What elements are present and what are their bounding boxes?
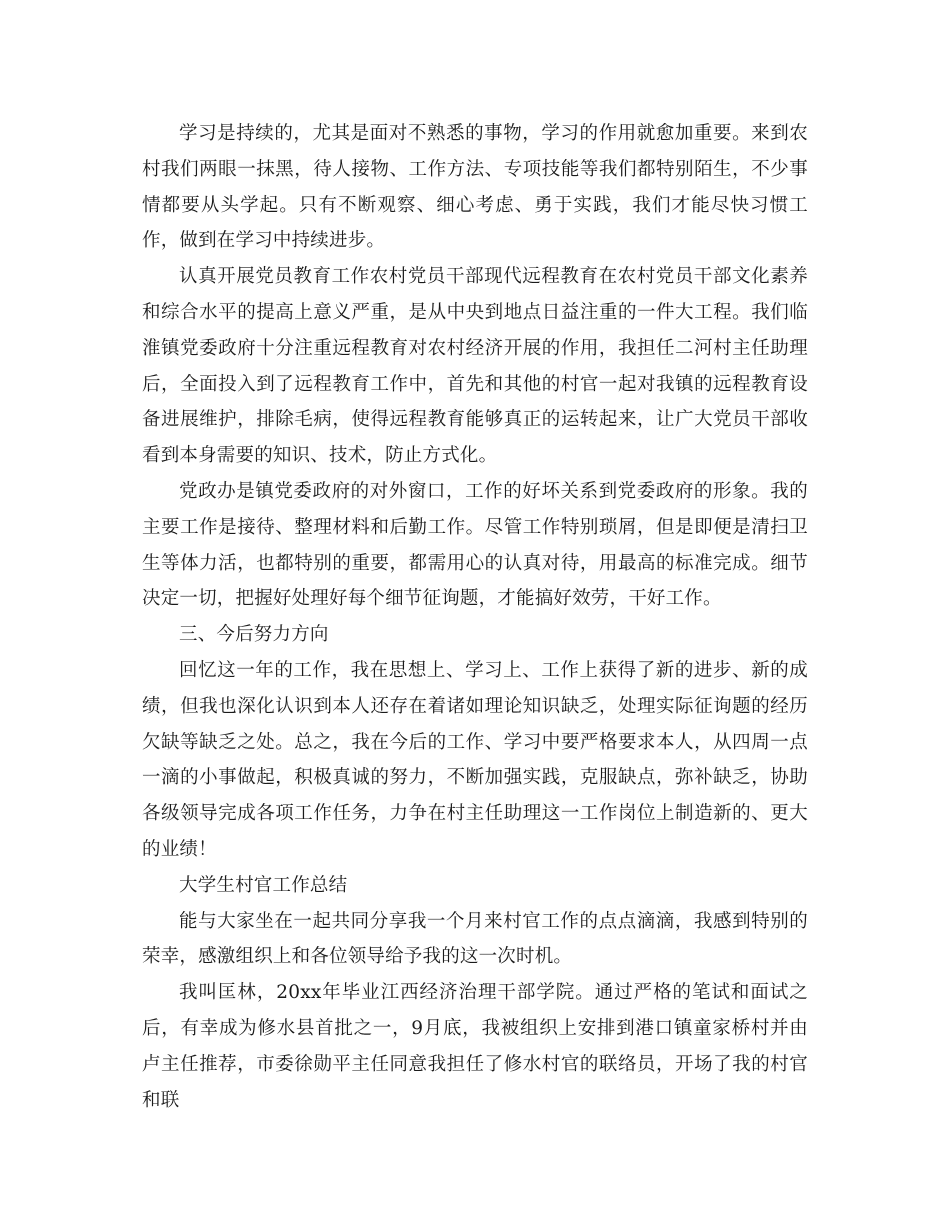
section-heading-future-direction: 三、今后努力方向	[179, 624, 329, 646]
paragraph-remote-education: 认真开展党员教育工作农村党员干部现代远程教育在农村党员干部文化素养和综合水平的提高上意义严重，是从中央到地点日益注重的一件大工程。我们临淮镇党委政府十分注重远程教育对农村经济开展的作用，我担任二河村主任助理后，全面投入到了远程教育工作中，首先和其他的村官一起对我镇的远程教育设备进展维护，排除毛病，使得远程教育能够真正的运转起来，让广大党员干部收看到本身需要的知识、技术，防止方式化。	[142, 266, 808, 467]
paragraph-introduction: 我叫匡林，20xx年毕业江西经济治理干部学院。通过严格的笔试和面试之后，有幸成为修水县首批之一，9月底，我被组织上安排到港口镇童家桥村并由卢主任推荐，市委徐勋平主任同意我担任了修水村官的联络员，开场了我的村官和联	[142, 982, 808, 1111]
paragraph-review: 回忆这一年的工作，我在思想上、学习上、工作上获得了新的进步、新的成绩，但我也深化认识到本人还存在着诸如理论知识缺乏，处理实际征询题的经历欠缺等缺乏之处。总之，我在今后的工作、学习中要严格要求本人，从四周一点一滴的小事做起，积极真诚的努力，不断加强实践，克服缺点，弥补缺乏，协助各级领导完成各项工作任务，力争在村主任助理这一工作岗位上制造新的、更大的业绩！	[142, 659, 808, 860]
section-heading-village-official-summary: 大学生村官工作总结	[179, 874, 348, 896]
paragraph-sharing: 能与大家坐在一起共同分享我一个月来村官工作的点点滴滴，我感到特别的荣幸，感激组织上和各位领导给予我的这一次时机。	[142, 910, 808, 968]
paragraph-party-office: 党政办是镇党委政府的对外窗口，工作的好坏关系到党委政府的形象。我的主要工作是接待、整理材料和后勤工作。尽管工作特别琐屑，但是即便是清扫卫生等体力活，也都特别的重要，都需用心的认真对待，用最高的标准完成。细节决定一切，把握好处理好每个细节征询题，才能搞好效劳，干好工作。	[142, 480, 808, 610]
paragraph-learning: 学习是持续的，尤其是面对不熟悉的事物，学习的作用就愈加重要。来到农村我们两眼一抹黑，待人接物、工作方法、专项技能等我们都特别陌生，不少事情都要从头学起。只有不断观察、细心考虑、勇于实践，我们才能尽快习惯工作，做到在学习中持续进步。	[142, 123, 808, 252]
document-body	[142, 116, 808, 1118]
